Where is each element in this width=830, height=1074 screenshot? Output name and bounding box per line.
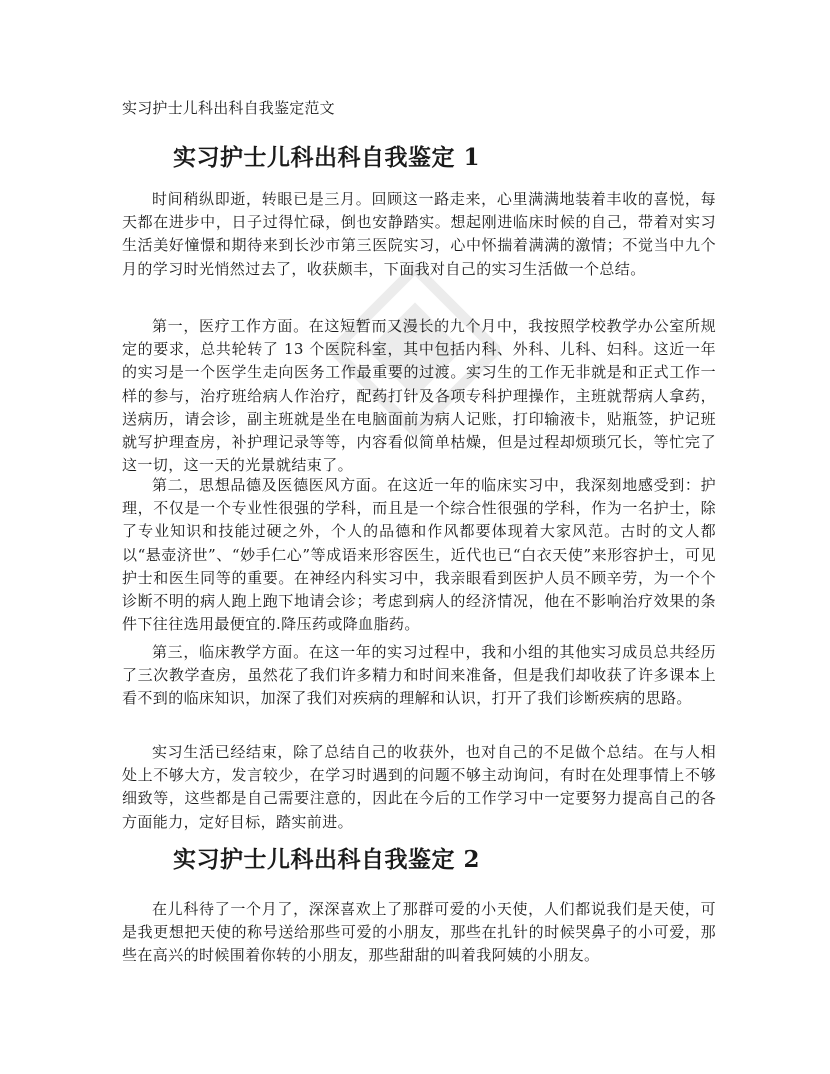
section-1-paragraph-4: 第三，临床教学方面。在这一年的实习过程中，我和小组的其他实习成员总共经历了三次教学查房，虽然花了我们许多精力和时间来准备，但是我们却收获了许多课本上看不到的临床知识，加深了我们对疾病的理解和认识，打开了我们诊断疾病的思路。 (122, 643, 716, 708)
section-1-heading: 实习护士儿科出科自我鉴定 1 (173, 144, 481, 171)
section-1-paragraph-3: 第二，思想品德及医德医风方面。在这近一年的临床实习中，我深刻地感受到：护理，不仅是一个专业性很强的学科，而且是一个综合性很强的学科，作为一名护士，除了专业知识和技能过硬之外，个人的品德和作风都要体现着大家风范。古时的文人都以“悬壶济世”、“妙手仁心”等成语来形容医生，近代也已“白衣天使”来形容护士，可见护士和医生同等的重要。在神经内科实习中，我亲眼看到医护人员不顾辛劳，为一个个诊断不明的病人跑上跑下地请会诊；考虑到病人的经济情况，他在不影响治疗效果的条件下往往选用最便宜的.降压药或降血脂药。 (122, 476, 716, 634)
section-2-paragraph-1: 在儿科待了一个月了，深深喜欢上了那群可爱的小天使，人们都说我们是天使，可是我更想把天使的称号送给那些可爱的小朋友，那些在扎针的时候哭鼻子的小可爱，那些在高兴的时候围着你转的小朋友，那些甜甜的叫着我阿姨的小朋友。 (122, 900, 716, 965)
section-1-paragraph-2: 第一，医疗工作方面。在这短暂而又漫长的九个月中，我按照学校教学办公室所规定的要求，总共轮转了 13 个医院科室，其中包括内科、外科、儿科、妇科。这近一年的实习是一个医学生走向医务工作最重要的过渡。实习生的工作无非就是和正式工作一样的参与，治疗班给病人作治疗，配药打针及各项专科护理操作，主班就帮病人拿药，送病历，请会诊，副主班就是坐在电脑面前为病人记账，打印输液卡，贴瓶签，护记班就写护理查房，补护理记录等等，内容看似简单枯燥，但是过程却烦琐冗长，等忙完了这一切，这一天的光景就结束了。 (122, 317, 716, 475)
section-1-paragraph-1: 时间稍纵即逝，转眼已是三月。回顾这一路走来，心里满满地装着丰收的喜悦，每天都在进步中，日子过得忙碌，倒也安静踏实。想起刚进临床时候的自己，带着对实习生活美好憧憬和期待来到长沙市第三医院实习，心中怀揣着满满的激情；不觉当中九个月的学习时光悄然过去了，收获颇丰，下面我对自己的实习生活做一个总结。 (122, 190, 716, 278)
section-1-paragraph-5: 实习生活已经结束，除了总结自己的收获外，也对自己的不足做个总结。在与人相处上不够大方，发言较少，在学习时遇到的问题不够主动询问，有时在处理事情上不够细致等，这些都是自己需要注意的，因此在今后的工作学习中一定要努力提高自己的各方面能力，定好目标，踏实前进。 (122, 743, 716, 831)
section-2-heading: 实习护士儿科出科自我鉴定 2 (173, 846, 481, 873)
document-title: 实习护士儿科出科自我鉴定范文 (122, 99, 335, 117)
